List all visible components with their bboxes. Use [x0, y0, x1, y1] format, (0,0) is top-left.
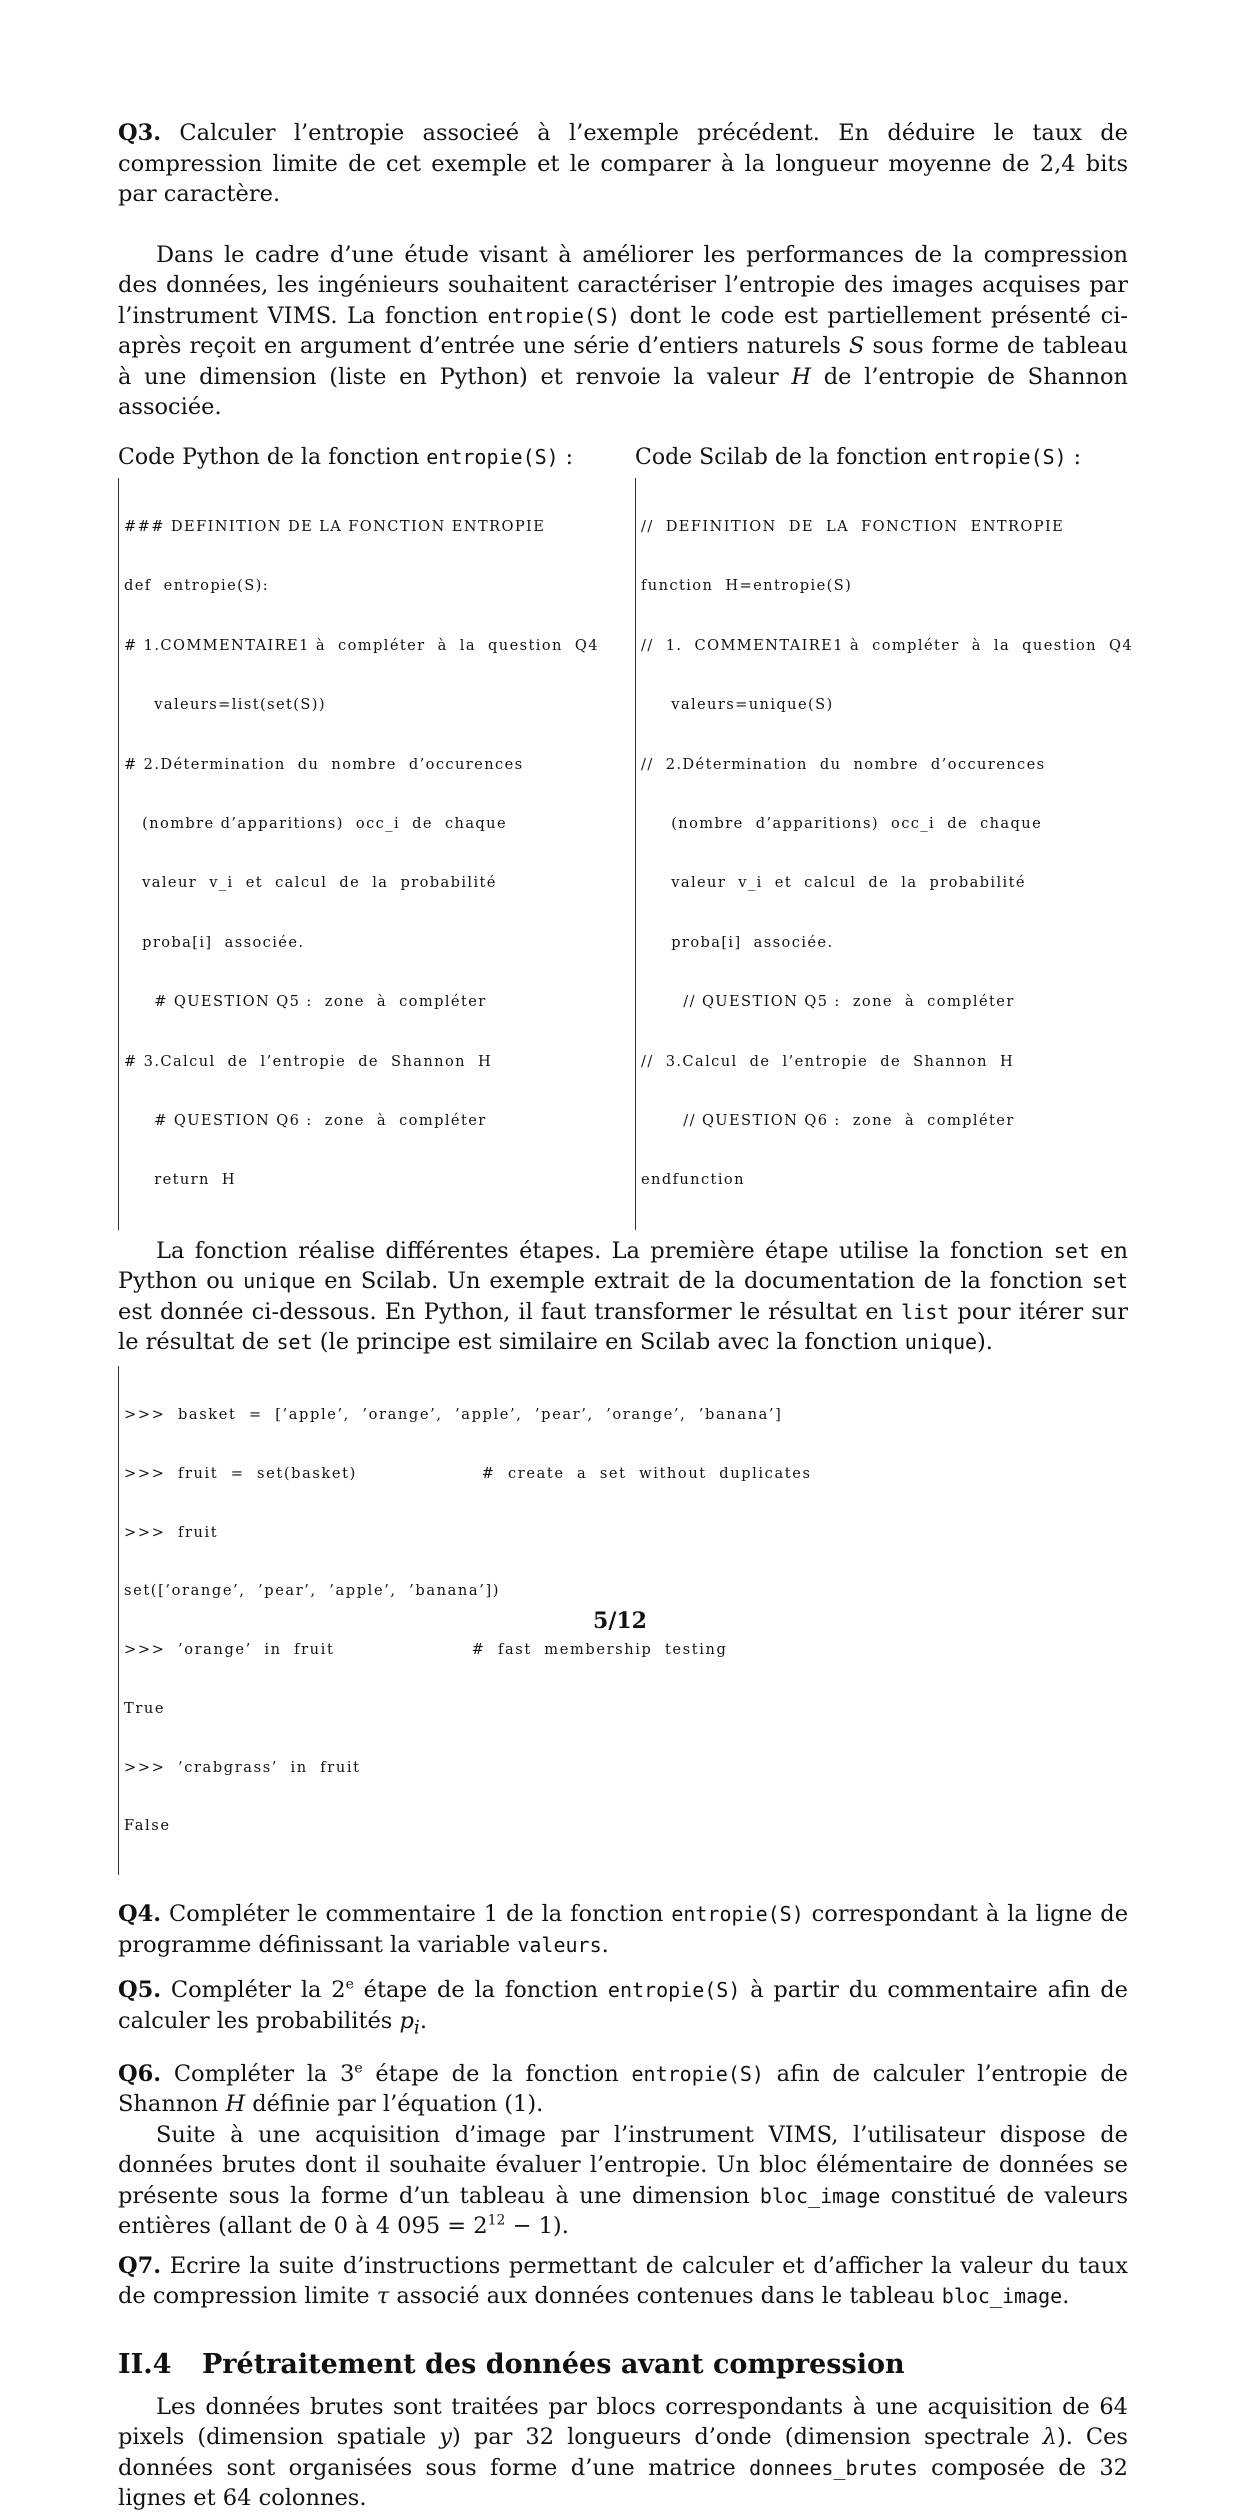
code-set: set: [1091, 1269, 1128, 1294]
intro-text-2: dont le code est partiellement présenté ci-après reçoit en argument d’entrée une série d’entiers naturels: [118, 302, 1128, 359]
section-title: Prétraitement des données avant compression: [202, 2348, 905, 2380]
intro-paragraph: [118, 240, 1128, 423]
intro-text-3: sous forme de tableau à une dimension (liste en Python) et renvoie la valeur: [118, 333, 1129, 390]
q6-var-h: H: [225, 2091, 246, 2118]
code-line: >>> basket = [’apple’, ’orange’, ’apple’, ’pear’, ’orange’, ’banana’]: [124, 1405, 783, 1423]
code-unique: unique: [243, 1269, 316, 1294]
intro-text-4: de l’entropie de Shannon associée.: [118, 363, 1129, 420]
scilab-code-column: [635, 443, 1134, 1230]
scilab-title-text: Code Scilab de la fonction: [635, 444, 935, 470]
code-line: valeurs=list(set(S)): [124, 696, 326, 714]
code-line: # 2.Détermination du nombre d’occurences: [124, 755, 524, 773]
vims-paragraph: [118, 2120, 1128, 2242]
scilab-code-listing: [635, 478, 1134, 1230]
code-line: False: [124, 1817, 171, 1835]
q6-text-4: définie par l’équation (1).: [245, 2091, 544, 2118]
question-q4: [118, 1899, 1128, 1960]
code-line: valeur v_i et calcul de la probabilité: [641, 874, 1026, 892]
code-line: (nombre d’apparitions) occ_i de chaque: [124, 815, 507, 833]
code-line: >>> ’crabgrass’ in fruit: [124, 1758, 361, 1776]
code-line: (nombre d’apparitions) occ_i de chaque: [641, 815, 1043, 833]
q4-text-3: .: [601, 1931, 609, 1958]
page-content: [118, 118, 1134, 2514]
code-line: // DEFINITION DE LA FONCTION ENTROPIE: [641, 518, 1065, 536]
code-line: valeurs=unique(S): [641, 696, 834, 714]
section-paragraph: [118, 2392, 1128, 2514]
code-line: # 3.Calcul de l’entropie de Shannon H: [124, 1052, 493, 1070]
q6-text-2: étape de la fonction: [362, 2060, 632, 2087]
vims-text-3: − 1).: [505, 2213, 569, 2240]
code-line: >>> fruit: [124, 1523, 219, 1541]
code-line: >>> ’orange’ in fruit # fast membership testing: [124, 1641, 728, 1659]
code-line: // 2.Détermination du nombre d’occurences: [641, 755, 1046, 773]
code-line: ### DEFINITION DE LA FONCTION ENTROPIE: [124, 518, 546, 536]
code-set: set: [1053, 1238, 1090, 1263]
code-line: // 1. COMMENTAIRE1 à compléter à la question Q4: [641, 636, 1134, 654]
code-line: def entropie(S):: [124, 577, 270, 595]
q7-text-1: Ecrire la suite d’instructions permettant de calculer et d’afficher la valeur du taux de compression limite: [118, 2252, 1129, 2310]
code-unique: unique: [904, 1330, 978, 1355]
q5-text-3: à partir du commentaire afin de calculer les probabilités: [118, 1977, 1128, 2034]
intro-var-h: H: [791, 363, 812, 390]
q5-superscript: e: [345, 1976, 354, 1993]
q3-text: Calculer l’entropie associeé à l’exemple précédent. En déduire le taux de compression limite de cet exemple et le comparer à la longueur moyenne de 2,4 bits par caractère.: [118, 120, 1128, 207]
page-number: 5/12: [593, 1608, 647, 1634]
code-line: True: [124, 1699, 166, 1717]
steps-text-7: ).: [977, 1329, 993, 1356]
section-variable: donnees_brutes: [749, 2455, 918, 2480]
scilab-title-fn: entropie(S): [934, 444, 1067, 469]
code-line: // QUESTION Q6 : zone à compléter: [641, 1112, 1015, 1129]
steps-paragraph: [118, 1236, 1128, 1358]
section-var-lambda: λ: [1042, 2424, 1057, 2451]
q4-text-2: correspondant à la ligne de programme définissant la variable: [118, 1901, 1129, 1958]
section-heading: [118, 2348, 1128, 2382]
code-line: # QUESTION Q6 : zone à compléter: [124, 1112, 487, 1129]
q7-var-tau: τ: [376, 2283, 390, 2310]
scilab-code-title: [635, 443, 1128, 472]
steps-text-2: en Python ou: [118, 1237, 1128, 1295]
code-line: return H: [124, 1171, 237, 1189]
q5-function-name: entropie(S): [607, 1978, 741, 2003]
code-set: set: [276, 1330, 313, 1355]
python-title-colon: :: [558, 444, 574, 470]
code-line: set([’orange’, ’pear’, ’apple’, ’banana’]): [124, 1582, 501, 1600]
question-q5: [118, 1975, 1128, 2044]
code-line: endfunction: [641, 1171, 745, 1189]
q5-var-p: p: [399, 2007, 414, 2034]
code-line: proba[i] associée.: [641, 933, 834, 951]
code-line: function H=entropie(S): [641, 577, 853, 595]
section-text-2: ) par 32 longueurs d’onde (dimension spectrale: [452, 2424, 1043, 2451]
code-list: list: [901, 1299, 950, 1324]
code-line: >>> fruit = set(basket) # create a set without duplicates: [124, 1464, 812, 1482]
question-q6: [118, 2059, 1128, 2120]
code-line: # 1.COMMENTAIRE1 à compléter à la question Q4: [124, 636, 599, 654]
q6-text-1: Compléter la 3: [173, 2060, 355, 2087]
intro-function-name: entropie(S): [487, 303, 621, 328]
steps-text-1: La fonction réalise différentes étapes. La première étape utilise la fonction: [156, 1237, 1054, 1264]
vims-exponent: 12: [487, 2212, 506, 2229]
steps-text-4: est donnée ci-dessous. En Python, il faut transformer le résultat en: [118, 1298, 902, 1325]
section-text-1: Les données brutes sont traitées par blocs correspondants à une acquisition de 64 pixels (dimension spatiale: [118, 2393, 1128, 2451]
python-code-listing: [118, 478, 611, 1230]
q4-variable: valeurs: [517, 1932, 602, 1957]
q5-label: Q5.: [118, 1977, 162, 2004]
python-code-column: [118, 443, 611, 1230]
section-var-y: y: [439, 2424, 452, 2451]
steps-text-6: (le principe est similaire en Scilab avec la fonction: [312, 1329, 905, 1356]
q4-text-1: Compléter le commentaire 1 de la fonction: [169, 1901, 672, 1928]
q6-function-name: entropie(S): [631, 2061, 764, 2086]
code-line: proba[i] associée.: [124, 933, 305, 951]
question-q3: [118, 118, 1128, 210]
section-text-3: ). Ces données sont organisées sous forme d’une matrice: [118, 2424, 1128, 2481]
q6-superscript: e: [354, 2060, 363, 2077]
code-line: // QUESTION Q5 : zone à compléter: [641, 993, 1015, 1011]
q7-variable: bloc_image: [941, 2284, 1063, 2309]
q6-text-3: afin de calculer l’entropie de Shannon: [118, 2060, 1128, 2118]
scilab-title-colon: :: [1066, 444, 1082, 470]
q6-label: Q6.: [118, 2060, 162, 2087]
python-title-fn: entropie(S): [426, 444, 559, 469]
section-number: II.4: [118, 2348, 172, 2380]
section-text-4: composée de 32 lignes et 64 colonnes.: [118, 2454, 1128, 2512]
steps-text-3: en Scilab. Un exemple extrait de la documentation de la fonction: [315, 1268, 1092, 1295]
q5-text-4: .: [419, 2007, 428, 2034]
code-columns: [118, 443, 1134, 1230]
steps-text-5: pour itérer sur le résultat de: [118, 1298, 1128, 1356]
code-line: valeur v_i et calcul de la probabilité: [124, 874, 497, 892]
q7-label: Q7.: [118, 2252, 162, 2279]
intro-var-s: S: [849, 333, 865, 359]
python-title-text: Code Python de la fonction: [118, 444, 427, 470]
vims-text-1: Suite à une acquisition d’image par l’instrument VIMS, l’utilisateur dispose de données brutes dont il souhaite évaluer l’entropie. Un bloc élémentaire de données se présente sous la forme d’un tableau à une dimension: [118, 2121, 1128, 2209]
q7-text-2: associé aux données contenues dans le tableau: [389, 2283, 942, 2310]
q5-var-i: i: [413, 2017, 420, 2039]
code-line: // 3.Calcul de l’entropie de Shannon H: [641, 1052, 1015, 1070]
intro-text-1: Dans le cadre d’une étude visant à améliorer les performances de la compression des données, les ingénieurs souhaitent caractériser l’entropie des images acquises par l’instrument VIMS. La fonction: [118, 241, 1128, 329]
question-q7: [118, 2251, 1128, 2312]
q4-function-name: entropie(S): [671, 1902, 804, 1927]
vims-variable: bloc_image: [759, 2183, 881, 2208]
python-code-title: [118, 443, 611, 472]
q3-label: Q3.: [118, 120, 162, 146]
q7-text-3: .: [1062, 2283, 1070, 2310]
q5-text-1: Compléter la 2: [170, 1977, 346, 2004]
q4-label: Q4.: [118, 1901, 162, 1928]
code-line: # QUESTION Q5 : zone à compléter: [124, 993, 487, 1011]
vims-text-2: constitué de valeurs entières (allant de 0 à 4 095 = 2: [118, 2182, 1128, 2240]
q5-text-2: étape de la fonction: [353, 1977, 608, 2004]
